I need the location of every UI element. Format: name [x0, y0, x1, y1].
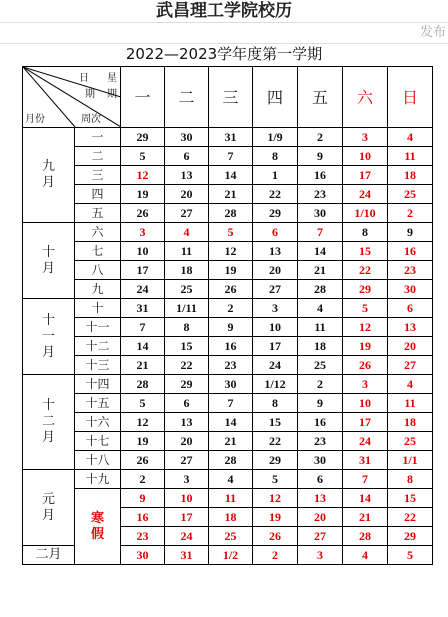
week-number-cell: 二 — [75, 147, 121, 166]
corner-xing: 星 — [107, 73, 117, 84]
date-cell: 16 — [298, 413, 343, 432]
week-number-cell: 十八 — [75, 451, 121, 470]
date-cell: 8 — [165, 318, 209, 337]
date-cell: 23 — [209, 356, 253, 375]
date-cell: 10 — [165, 489, 209, 508]
date-cell: 1/10 — [343, 204, 388, 223]
date-cell: 31 — [121, 299, 165, 318]
date-cell: 17 — [121, 261, 165, 280]
date-cell: 22 — [253, 432, 298, 451]
date-cell: 3 — [343, 375, 388, 394]
date-cell: 4 — [165, 223, 209, 242]
date-cell: 24 — [121, 280, 165, 299]
month-cell: 二月 — [23, 546, 75, 565]
date-cell: 29 — [165, 375, 209, 394]
day-header: 日 — [388, 67, 433, 128]
date-cell: 8 — [253, 394, 298, 413]
date-cell: 17 — [253, 337, 298, 356]
date-cell: 18 — [388, 413, 433, 432]
date-cell: 30 — [165, 128, 209, 147]
date-cell: 30 — [298, 204, 343, 223]
week-number-cell: 十六 — [75, 413, 121, 432]
date-cell: 17 — [343, 166, 388, 185]
week-number-cell: 九 — [75, 280, 121, 299]
date-cell: 8 — [343, 223, 388, 242]
date-cell: 5 — [121, 394, 165, 413]
week-row — [23, 375, 433, 394]
week-number-cell: 六 — [75, 223, 121, 242]
date-cell: 30 — [209, 375, 253, 394]
date-cell: 28 — [298, 280, 343, 299]
date-cell: 31 — [209, 128, 253, 147]
date-cell: 29 — [253, 451, 298, 470]
date-cell: 16 — [388, 242, 433, 261]
date-cell: 28 — [343, 527, 388, 546]
date-cell: 14 — [343, 489, 388, 508]
week-number-cell: 十五 — [75, 394, 121, 413]
date-cell: 13 — [388, 318, 433, 337]
date-cell: 5 — [388, 546, 433, 565]
date-cell: 25 — [388, 185, 433, 204]
week-row — [23, 261, 433, 280]
date-cell: 27 — [388, 356, 433, 375]
date-cell: 28 — [121, 375, 165, 394]
date-cell: 15 — [388, 489, 433, 508]
date-cell: 7 — [121, 318, 165, 337]
date-cell: 11 — [298, 318, 343, 337]
date-cell: 28 — [209, 204, 253, 223]
date-cell: 29 — [253, 204, 298, 223]
date-cell: 30 — [388, 280, 433, 299]
date-cell: 12 — [121, 413, 165, 432]
week-row — [23, 185, 433, 204]
date-cell: 13 — [298, 489, 343, 508]
date-cell: 1 — [253, 166, 298, 185]
week-number-cell: 十 — [75, 299, 121, 318]
date-cell: 4 — [209, 470, 253, 489]
date-cell: 24 — [165, 527, 209, 546]
week-number-cell: 八 — [75, 261, 121, 280]
date-cell: 1/12 — [253, 375, 298, 394]
date-cell: 7 — [209, 147, 253, 166]
date-cell: 21 — [209, 432, 253, 451]
date-cell: 8 — [388, 470, 433, 489]
date-cell: 20 — [165, 432, 209, 451]
date-cell: 11 — [388, 147, 433, 166]
date-cell: 18 — [165, 261, 209, 280]
school-calendar-table — [22, 66, 433, 565]
date-cell: 21 — [209, 185, 253, 204]
date-cell: 17 — [343, 413, 388, 432]
date-cell: 3 — [253, 299, 298, 318]
date-cell: 2 — [298, 375, 343, 394]
date-cell: 16 — [298, 166, 343, 185]
week-row — [23, 128, 433, 147]
day-header: 三 — [209, 67, 253, 128]
date-cell: 22 — [165, 356, 209, 375]
date-cell: 1/11 — [165, 299, 209, 318]
date-cell: 21 — [121, 356, 165, 375]
date-cell: 2 — [298, 128, 343, 147]
date-cell: 4 — [388, 128, 433, 147]
week-row — [23, 413, 433, 432]
date-cell: 4 — [298, 299, 343, 318]
week-row — [23, 394, 433, 413]
week-row — [23, 242, 433, 261]
week-number-cell: 十七 — [75, 432, 121, 451]
date-cell: 28 — [209, 451, 253, 470]
date-cell: 12 — [343, 318, 388, 337]
week-row — [23, 147, 433, 166]
date-cell: 31 — [165, 546, 209, 565]
day-header: 六 — [343, 67, 388, 128]
date-cell: 6 — [253, 223, 298, 242]
date-cell: 27 — [165, 204, 209, 223]
date-cell: 7 — [298, 223, 343, 242]
date-cell: 23 — [121, 527, 165, 546]
week-number-cell: 十一 — [75, 318, 121, 337]
date-cell: 31 — [343, 451, 388, 470]
date-cell: 4 — [343, 546, 388, 565]
date-cell: 13 — [253, 242, 298, 261]
corner-header — [23, 67, 121, 128]
date-cell: 6 — [165, 394, 209, 413]
date-cell: 14 — [209, 413, 253, 432]
date-cell: 2 — [253, 546, 298, 565]
date-cell: 18 — [209, 508, 253, 527]
week-row — [23, 451, 433, 470]
corner-zhouci: 周次 — [81, 114, 101, 125]
date-cell: 9 — [388, 223, 433, 242]
month-cell: 十 二 月 — [23, 375, 75, 470]
date-cell: 1/9 — [253, 128, 298, 147]
week-row — [23, 223, 433, 242]
week-row — [23, 470, 433, 489]
date-cell: 26 — [121, 451, 165, 470]
week-number-cell: 五 — [75, 204, 121, 223]
date-cell: 16 — [209, 337, 253, 356]
week-row — [23, 489, 433, 508]
date-cell: 10 — [121, 242, 165, 261]
winter-break-cell: 寒 假 — [75, 489, 121, 565]
month-cell: 十 月 — [23, 223, 75, 299]
date-cell: 14 — [121, 337, 165, 356]
date-cell: 13 — [165, 166, 209, 185]
week-number-cell: 十四 — [75, 375, 121, 394]
week-number-cell: 一 — [75, 128, 121, 147]
date-cell: 14 — [209, 166, 253, 185]
date-cell: 20 — [165, 185, 209, 204]
date-cell: 23 — [298, 185, 343, 204]
date-cell: 20 — [253, 261, 298, 280]
date-cell: 30 — [298, 451, 343, 470]
date-cell: 25 — [298, 356, 343, 375]
week-number-cell: 十二 — [75, 337, 121, 356]
date-cell: 25 — [209, 527, 253, 546]
date-cell: 26 — [209, 280, 253, 299]
date-cell: 5 — [343, 299, 388, 318]
month-cell: 十 一 月 — [23, 299, 75, 375]
date-cell: 22 — [253, 185, 298, 204]
date-cell: 25 — [388, 432, 433, 451]
date-cell: 10 — [343, 147, 388, 166]
day-header: 四 — [253, 67, 298, 128]
date-cell: 29 — [121, 128, 165, 147]
date-cell: 15 — [343, 242, 388, 261]
date-cell: 2 — [388, 204, 433, 223]
date-cell: 18 — [388, 166, 433, 185]
date-cell: 7 — [343, 470, 388, 489]
date-cell: 7 — [209, 394, 253, 413]
date-cell: 27 — [165, 451, 209, 470]
date-cell: 22 — [343, 261, 388, 280]
date-cell: 29 — [388, 527, 433, 546]
date-cell: 22 — [388, 508, 433, 527]
date-cell: 11 — [388, 394, 433, 413]
date-cell: 11 — [209, 489, 253, 508]
date-cell: 18 — [298, 337, 343, 356]
date-cell: 12 — [253, 489, 298, 508]
term-title: 2022—2023学年度第一学期 — [125, 45, 323, 63]
month-cell: 元 月 — [23, 470, 75, 546]
date-cell: 1/1 — [388, 451, 433, 470]
week-number-cell: 十三 — [75, 356, 121, 375]
date-cell: 5 — [209, 223, 253, 242]
week-row — [23, 204, 433, 223]
day-header: 一 — [121, 67, 165, 128]
date-cell: 14 — [298, 242, 343, 261]
date-cell: 24 — [343, 185, 388, 204]
date-cell: 1/2 — [209, 546, 253, 565]
week-number-cell: 三 — [75, 166, 121, 185]
date-cell: 8 — [253, 147, 298, 166]
date-cell: 6 — [165, 147, 209, 166]
header-row — [23, 67, 433, 128]
week-number-cell: 七 — [75, 242, 121, 261]
publish-bar — [0, 22, 448, 44]
date-cell: 26 — [253, 527, 298, 546]
date-cell: 17 — [165, 508, 209, 527]
date-cell: 19 — [253, 508, 298, 527]
date-cell: 9 — [121, 489, 165, 508]
corner-yuefen: 月份 — [25, 114, 45, 125]
date-cell: 9 — [298, 394, 343, 413]
publish-link[interactable]: 发布 — [419, 25, 446, 40]
date-cell: 19 — [343, 337, 388, 356]
date-cell: 16 — [121, 508, 165, 527]
date-cell: 9 — [298, 147, 343, 166]
week-row — [23, 166, 433, 185]
date-cell: 15 — [165, 337, 209, 356]
date-cell: 3 — [298, 546, 343, 565]
date-cell: 2 — [209, 299, 253, 318]
date-cell: 5 — [121, 147, 165, 166]
week-row — [23, 318, 433, 337]
date-cell: 12 — [121, 166, 165, 185]
date-cell: 27 — [253, 280, 298, 299]
date-cell: 10 — [343, 394, 388, 413]
date-cell: 19 — [121, 432, 165, 451]
date-cell: 21 — [343, 508, 388, 527]
month-cell: 九 月 — [23, 128, 75, 223]
date-cell: 23 — [388, 261, 433, 280]
page-title: 武昌理工学院校历 — [156, 1, 292, 21]
week-row — [23, 432, 433, 451]
date-cell: 3 — [121, 223, 165, 242]
date-cell: 26 — [121, 204, 165, 223]
corner-qi: 期 — [85, 89, 95, 100]
date-cell: 23 — [298, 432, 343, 451]
date-cell: 2 — [121, 470, 165, 489]
date-cell: 25 — [165, 280, 209, 299]
date-cell: 3 — [343, 128, 388, 147]
date-cell: 10 — [253, 318, 298, 337]
date-cell: 24 — [253, 356, 298, 375]
date-cell: 24 — [343, 432, 388, 451]
date-cell: 30 — [121, 546, 165, 565]
day-header: 二 — [165, 67, 209, 128]
date-cell: 11 — [165, 242, 209, 261]
day-header: 五 — [298, 67, 343, 128]
date-cell: 3 — [165, 470, 209, 489]
date-cell: 6 — [298, 470, 343, 489]
date-cell: 21 — [298, 261, 343, 280]
week-row — [23, 337, 433, 356]
corner-ri: 日 — [79, 73, 89, 84]
date-cell: 19 — [209, 261, 253, 280]
date-cell: 9 — [209, 318, 253, 337]
date-cell: 26 — [343, 356, 388, 375]
date-cell: 20 — [298, 508, 343, 527]
date-cell: 19 — [121, 185, 165, 204]
date-cell: 12 — [209, 242, 253, 261]
corner-qi2: 期 — [107, 89, 117, 100]
date-cell: 15 — [253, 413, 298, 432]
date-cell: 20 — [388, 337, 433, 356]
date-cell: 29 — [343, 280, 388, 299]
date-cell: 5 — [253, 470, 298, 489]
date-cell: 27 — [298, 527, 343, 546]
week-row — [23, 280, 433, 299]
date-cell: 4 — [388, 375, 433, 394]
date-cell: 13 — [165, 413, 209, 432]
week-number-cell: 十九 — [75, 470, 121, 489]
week-row — [23, 299, 433, 318]
week-row — [23, 356, 433, 375]
week-number-cell: 四 — [75, 185, 121, 204]
date-cell: 6 — [388, 299, 433, 318]
